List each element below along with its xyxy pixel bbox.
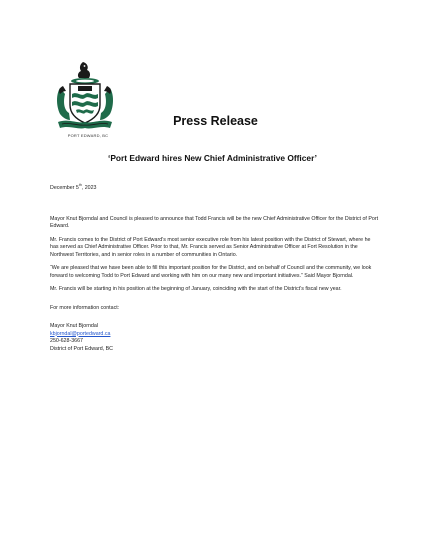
date-day: December 5 — [50, 185, 79, 191]
paragraph-background: Mr. Francis comes to the District of Port Edward’s most senior executive role from his latest position with the District of Stewart, where he has served as Chief Administrative Officer. Prior to that, Mr. Francis served as Senior Administrative Officer at Fort Resolution in the Northwest Territories, and in senior roles in a number of communities in Ontario. — [50, 236, 371, 258]
contact-organization: District of Port Edward, BC — [50, 345, 113, 352]
crest-caption: PORT EDWARD, BC — [67, 133, 109, 138]
page-title: Press Release — [173, 114, 258, 128]
paragraph-start-date: Mr. Francis will be starting in his position at the beginning of January, coinciding with the start of the District’s fiscal new year. — [50, 286, 342, 292]
paragraph-quote: “We are pleased that we have been able to fill this important position for the District, and on behalf of Council and the community, we look forward to welcoming Todd to Port Edward and working with him on our many new and important initiatives.” Said Mayor Bjorndal. — [50, 265, 372, 279]
date-ordinal: th — [78, 183, 82, 188]
release-body — [50, 185, 380, 353]
contact-email-link[interactable]: kbjorndal@portedward.ca — [50, 330, 111, 337]
contact-name: Mayor Knut Bjorndal — [50, 323, 98, 329]
release-date — [50, 185, 380, 193]
release-headline: ‘Port Edward hires New Chief Administrative Officer’ — [108, 153, 317, 163]
contact-phone: 250-628-3667 — [50, 338, 83, 344]
paragraph-announcement: Mayor Knut Bjorndal and Council is pleased to announce that Todd Francis will be the new Chief Administrative Officer for the District of Port Edward. — [50, 215, 379, 229]
date-year: , 2023 — [81, 185, 97, 191]
contact-intro: For more information contact: — [50, 304, 120, 311]
